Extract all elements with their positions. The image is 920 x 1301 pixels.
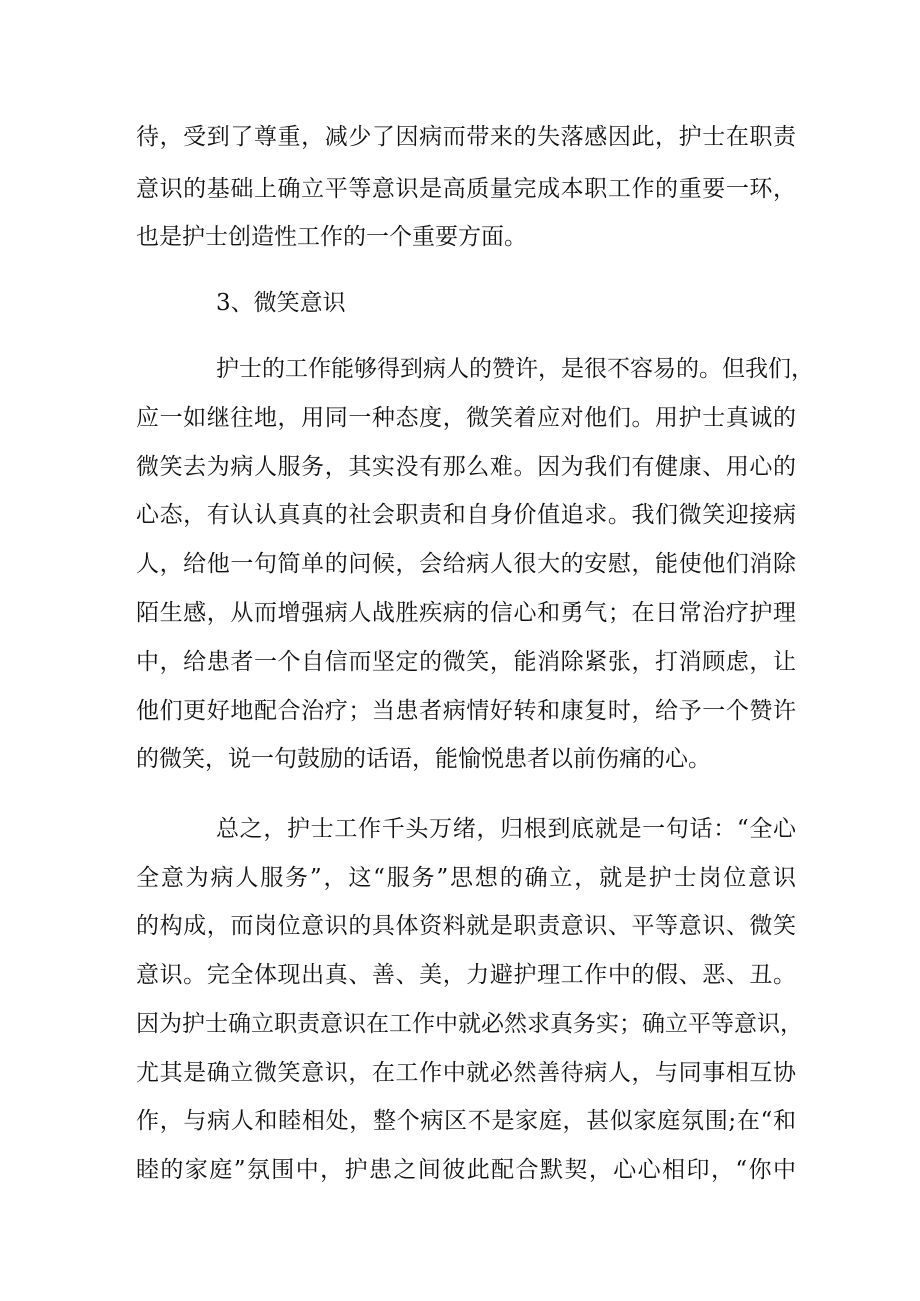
paragraph-3-line-7: 作，与病人和睦相处，整个病区不是家庭，甚似家庭氛围;在“和 [136, 1108, 796, 1134]
paragraph-2-line-9: 的微笑，说一句鼓励的话语，能愉悦患者以前伤痛的心。 [136, 746, 711, 772]
paragraph-3-line-8: 睦的家庭”氛围中，护患之间彼此配合默契，心心相印，“你中 [136, 1157, 796, 1183]
paragraph-2-line-3: 微笑去为病人服务，其实没有那么难。因为我们有健康、用心的 [136, 454, 796, 480]
paragraph-2-line-1: 护士的工作能够得到病人的赞许，是很不容易的。但我们， [216, 356, 814, 382]
paragraph-2-line-7: 中，给患者一个自信而坚定的微笑，能消除紧张，打消顾虑，让 [136, 649, 796, 675]
paragraph-1-line-3: 也是护士创造性工作的一个重要方面。 [136, 224, 527, 250]
paragraph-2-line-8: 他们更好地配合治疗；当患者病情好转和康复时，给予一个赞许 [136, 698, 796, 724]
paragraph-3-line-1: 总之，护士工作千头万绪，归根到底就是一句话：“全心 [216, 816, 796, 842]
paragraph-3-line-3: 的构成，而岗位意识的具体资料就是职责意识、平等意识、微笑 [136, 913, 796, 939]
paragraph-1-line-1: 待，受到了尊重，减少了因病而带来的失落感因此，护士在职责 [136, 124, 796, 150]
section-heading: 3、微笑意识 [216, 290, 346, 316]
paragraph-2-line-2: 应一如继往地，用同一种态度，微笑着应对他们。用护士真诚的 [136, 405, 796, 431]
paragraph-2-line-6: 陌生感，从而增强病人战胜疾病的信心和勇气；在日常治疗护理 [136, 600, 796, 626]
paragraph-2-line-4: 心态，有认认真真的社会职责和自身价值追求。我们微笑迎接病 [136, 502, 796, 528]
paragraph-3-line-5: 因为护士确立职责意识在工作中就必然求真务实；确立平等意识， [136, 1011, 803, 1037]
paragraph-1-line-2: 意识的基础上确立平等意识是高质量完成本职工作的重要一环， [136, 176, 796, 202]
paragraph-3-line-2: 全意为病人服务”，这“服务”思想的确立，就是护士岗位意识 [136, 865, 796, 891]
paragraph-3-line-4: 意识。完全体现出真、善、美，力避护理工作中的假、恶、丑。 [136, 962, 796, 988]
paragraph-2-line-5: 人，给他一句简单的问候，会给病人很大的安慰，能使他们消除 [136, 551, 796, 577]
paragraph-3-line-6: 尤其是确立微笑意识，在工作中就必然善待病人，与同事相互协 [136, 1060, 796, 1086]
